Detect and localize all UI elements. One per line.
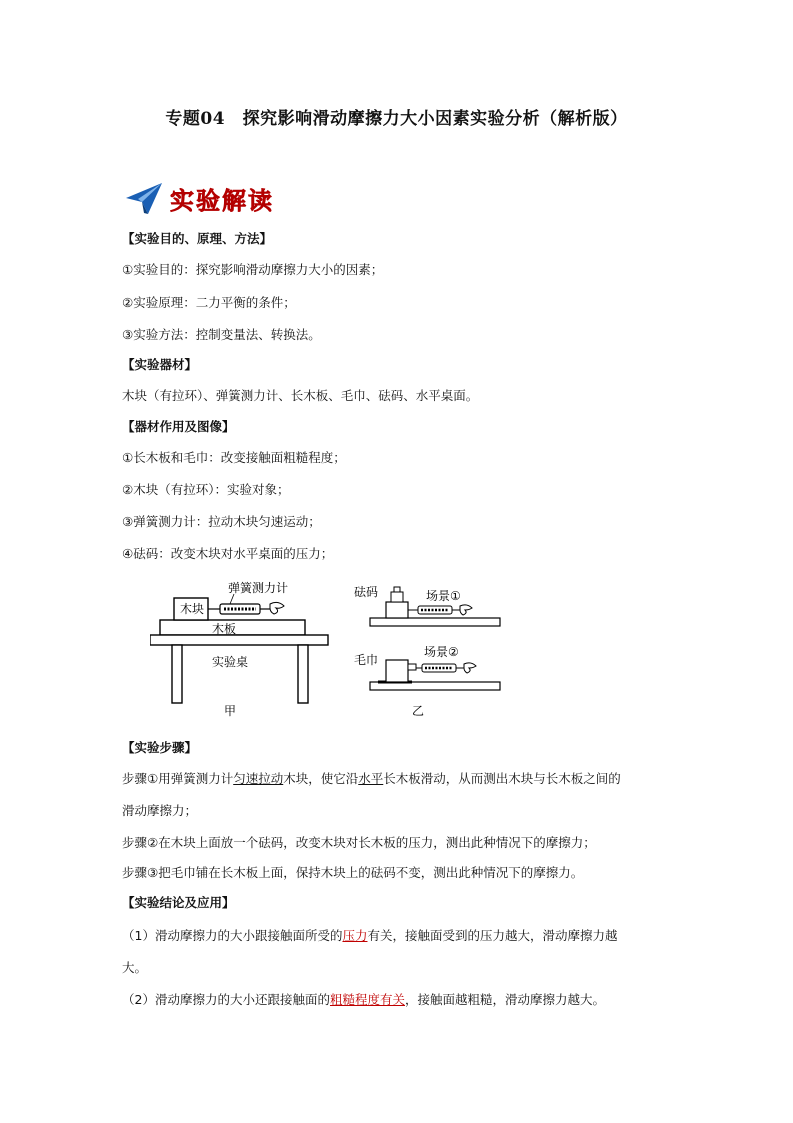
answer-roughness: 粗糙程度有关 [329,992,405,1007]
step-1: 步骤①用弹簧测力计匀速拉动木块，使它沿水平长木板滑动，从而测出木块与长木板之间的 [122,771,621,786]
experiment-figure [150,580,510,720]
conclusion-1-cont: 大。 [122,960,148,975]
label-table: 实验桌 [212,655,249,669]
step-1-cont: 滑动摩擦力； [122,803,198,818]
figure-jia [150,580,328,718]
label-board: 木板 [212,622,237,636]
conclusion-1: （1）滑动摩擦力的大小跟接触面所受的压力有关，接触面受到的压力越大，滑动摩擦力越 [122,928,618,943]
list-item: ④砝码：改变木块对水平桌面的压力； [122,546,334,561]
caption-yi: 乙 [412,704,425,718]
label-scene-2: 场景② [424,645,459,659]
label-scale: 弹簧测力计 [228,581,289,595]
list-item: ③实验方法：控制变量法、转换法。 [122,327,321,342]
label-weight: 砝码 [354,585,379,599]
section-banner [124,180,274,216]
list-item: ①长木板和毛巾：改变接触面粗糙程度； [122,450,346,465]
step-2: 步骤②在木块上面放一个砝码，改变木块对长木板的压力，测出此种情况下的摩擦力； [122,835,596,850]
underline-horizontal: 水平 [358,771,384,786]
answer-pressure: 压力 [342,928,368,943]
list-item: ③弹簧测力计：拉动木块匀速运动； [122,514,321,529]
section-heading-materials: 【实验器材】 [122,357,198,372]
label-block: 木块 [180,602,205,616]
conclusion-2: （2）滑动摩擦力的大小还跟接触面的粗糙程度有关，接触面越粗糙，滑动摩擦力越大。 [122,992,605,1007]
caption-jia: 甲 [224,704,237,718]
section-heading-roles: 【器材作用及图像】 [122,419,235,434]
figure-yi [354,584,500,718]
label-towel: 毛巾 [354,653,379,667]
materials-text: 木块（有拉环）、弹簧测力计、长木板、毛巾、砝码、水平桌面。 [122,388,479,403]
step-3: 步骤③把毛巾铺在长木板上面，保持木块上的砝码不变，测出此种情况下的摩擦力。 [122,865,584,880]
banner-title: 实验解读 [170,185,274,215]
list-item: ②实验原理：二力平衡的条件； [122,295,296,310]
paper-plane-icon [124,180,164,216]
list-item: ②木块（有拉环）：实验对象； [122,482,290,497]
section-heading-purpose: 【实验目的、原理、方法】 [122,231,273,246]
label-scene-1: 场景① [426,589,461,603]
list-item: ①实验目的：探究影响滑动摩擦力大小的因素； [122,262,384,277]
page-title: 专题04 探究影响滑动摩擦力大小因素实验分析（解析版） [165,109,628,129]
section-heading-steps: 【实验步骤】 [122,740,198,755]
underline-uniform-pull: 匀速拉动 [233,771,284,786]
section-heading-conclusion: 【实验结论及应用】 [122,895,235,910]
